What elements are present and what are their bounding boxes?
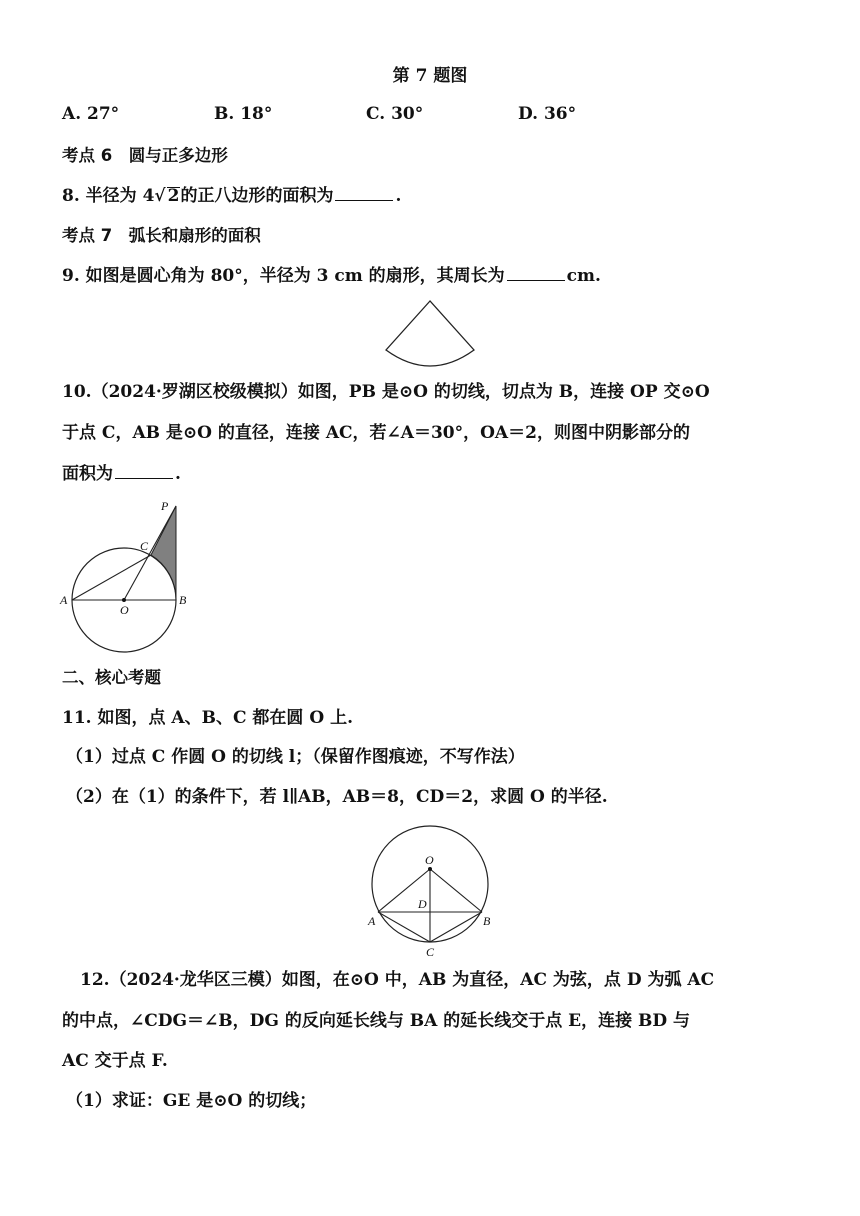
center-point-o	[122, 598, 126, 602]
label-b: B	[179, 593, 187, 607]
question-9	[62, 264, 601, 288]
q10-answer-blank	[115, 464, 173, 479]
question-11-part-2: （2）在（1）的条件下，若 l∥AB，AB＝8，CD＝2，求圆 O 的半径.	[66, 787, 608, 807]
label-c: C	[140, 539, 149, 553]
q12-text-1: 如图，在⊙O 中，AB 为直径，AC 为弦，点 D 为弧 AC	[281, 970, 715, 990]
label-a: A	[368, 914, 376, 928]
q10-number: 10.	[62, 382, 92, 402]
question-12-line-3: AC 交于点 F.	[62, 1051, 168, 1071]
segment-ob	[430, 869, 482, 912]
question-12-line-2: 的中点，∠CDG＝∠B，DG 的反向延长线与 BA 的延长线交于点 E，连接 BD 与	[62, 1011, 691, 1031]
question-8	[62, 184, 401, 208]
q10-text-3: 面积为	[62, 464, 113, 484]
q12-number: 12.	[80, 970, 110, 990]
question-12-part-1: （1）求证：GE 是⊙O 的切线；	[66, 1091, 317, 1111]
label-b: B	[483, 914, 491, 928]
label-o: O	[425, 853, 434, 867]
q9-unit: cm.	[566, 266, 601, 286]
q8-radicand: 2	[167, 186, 180, 206]
label-o: O	[120, 603, 129, 617]
label-a: A	[60, 593, 68, 607]
label-c: C	[426, 945, 435, 959]
q12-source: （2024·龙华区三模）	[109, 970, 282, 990]
question-10-line-2: 于点 C，AB 是⊙O 的直径，连接 AC，若∠A＝30°，OA＝2，则图中阴影部分的	[62, 423, 690, 443]
question-12-line-1	[80, 968, 714, 992]
shaded-region	[151, 506, 176, 600]
q8-answer-blank	[335, 186, 393, 201]
label-d: D	[418, 897, 427, 911]
q7-option-c: C. 30°	[366, 104, 424, 124]
sector-outline	[386, 301, 474, 366]
q8-text-pre: 半径为 4	[85, 186, 155, 206]
q7-option-b: B. 18°	[214, 104, 273, 124]
q9-text: 如图是圆心角为 80°，半径为 3 cm 的扇形，其周长为	[85, 266, 505, 286]
q8-text-post: 的正八边形的面积为	[180, 186, 334, 206]
question-11-part-1: （1）过点 C 作圆 O 的切线 l；（保留作图痕迹，不写作法）	[66, 747, 525, 767]
circle-chord-figure	[366, 826, 494, 959]
question-11-line-1: 11. 如图，点 A、B、C 都在圆 O 上.	[62, 708, 353, 728]
q8-number: 8.	[62, 186, 80, 206]
q10-end: .	[175, 464, 181, 484]
tangent-shaded-figure	[58, 498, 198, 656]
question-10-line-1	[62, 380, 710, 404]
q9-number: 9.	[62, 266, 80, 286]
label-p: P	[161, 499, 169, 513]
question-10-line-3	[62, 462, 181, 486]
q8-end: .	[395, 186, 402, 206]
q9-answer-blank	[507, 266, 565, 281]
section-7-heading: 考点 7 弧长和扇形的面积	[62, 226, 261, 245]
sqrt-symbol: √	[154, 186, 166, 206]
sector-figure	[380, 298, 480, 372]
segment-ac	[72, 555, 151, 600]
segment-ac	[378, 912, 430, 942]
q7-option-d: D. 36°	[518, 104, 577, 124]
q10-source: （2024·罗湖区校级模拟）	[91, 382, 298, 402]
center-point-o	[428, 867, 432, 871]
q7-option-a: A. 27°	[62, 104, 120, 124]
figure-7-caption: 第 7 题图	[392, 66, 468, 86]
q10-text-1: 如图，PB 是⊙O 的切线，切点为 B，连接 OP 交⊙O	[297, 382, 710, 402]
section-6-heading: 考点 6 圆与正多边形	[62, 146, 228, 165]
section-2-heading: 二、核心考题	[62, 668, 161, 687]
segment-bc	[430, 912, 482, 942]
